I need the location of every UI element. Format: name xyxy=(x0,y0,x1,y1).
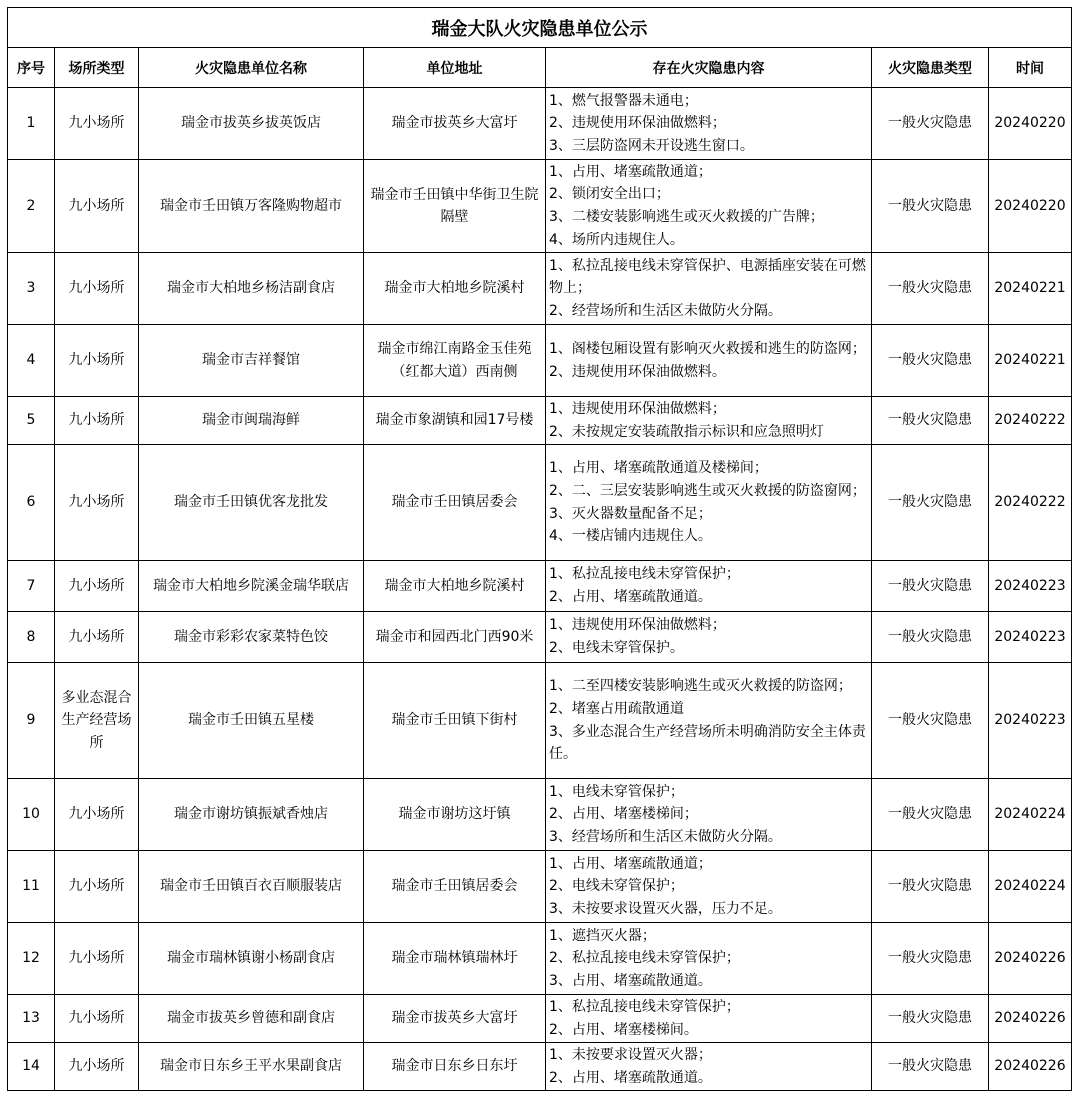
venue-type: 九小场所 xyxy=(55,88,139,160)
row-number: 13 xyxy=(8,995,55,1043)
hazard-content xyxy=(546,160,872,253)
table-row xyxy=(8,397,1072,445)
inspection-date: 20240223 xyxy=(989,612,1072,663)
inspection-date: 20240222 xyxy=(989,445,1072,561)
hazard-item: 1、私拉乱接电线未穿管保护； xyxy=(549,998,740,1015)
table-row xyxy=(8,1043,1072,1091)
table-row xyxy=(8,779,1072,851)
unit-name: 瑞金市大柏地乡杨洁副食店 xyxy=(139,253,364,325)
header-hazard-type: 火灾隐患类型 xyxy=(872,48,989,88)
hazard-type: 一般火灾隐患 xyxy=(872,1043,989,1091)
hazard-item: 1、私拉乱接电线未穿管保护； xyxy=(549,566,740,583)
table-row xyxy=(8,561,1072,612)
table-row xyxy=(8,160,1072,253)
venue-type: 九小场所 xyxy=(55,1043,139,1091)
hazard-item: 2、占用、堵塞疏散通道。 xyxy=(549,1069,712,1086)
hazard-item: 1、二至四楼安装影响逃生或灭火救援的防盗网； xyxy=(549,678,852,695)
inspection-date: 20240220 xyxy=(989,88,1072,160)
unit-name: 瑞金市吉祥餐馆 xyxy=(139,325,364,397)
row-number: 4 xyxy=(8,325,55,397)
table-row xyxy=(8,325,1072,397)
header-address: 单位地址 xyxy=(364,48,546,88)
hazard-item: 1、私拉乱接电线未穿管保护、电源插座安装在可燃物上； xyxy=(549,257,866,297)
header-unit-name: 火灾隐患单位名称 xyxy=(139,48,364,88)
venue-type: 多业态混合生产经营场所 xyxy=(55,663,139,779)
hazard-item: 2、电线未穿管保护。 xyxy=(549,640,684,656)
row-number: 6 xyxy=(8,445,55,561)
table-row xyxy=(8,445,1072,561)
inspection-date: 20240221 xyxy=(989,325,1072,397)
unit-name: 瑞金市拔英乡拔英饭店 xyxy=(139,88,364,160)
hazard-type: 一般火灾隐患 xyxy=(872,253,989,325)
inspection-date: 20240226 xyxy=(989,923,1072,995)
hazard-item: 1、燃气报警器未通电； xyxy=(549,92,698,109)
hazard-type: 一般火灾隐患 xyxy=(872,160,989,253)
hazard-type: 一般火灾隐患 xyxy=(872,397,989,445)
unit-address: 瑞金市和园西北门西90米 xyxy=(364,612,546,663)
row-number: 5 xyxy=(8,397,55,445)
hazard-item: 3、占用、堵塞疏散通道。 xyxy=(549,972,712,989)
unit-name: 瑞金市拔英乡曾德和副食店 xyxy=(139,995,364,1043)
hazard-item: 1、阁楼包厢设置有影响灭火救援和逃生的防盗网； xyxy=(549,340,866,357)
hazard-item: 2、经营场所和生活区未做防火分隔。 xyxy=(549,302,782,319)
hazard-item: 2、堵塞占用疏散通道 xyxy=(549,700,684,717)
hazard-item: 1、占用、堵塞疏散通道； xyxy=(549,163,712,180)
unit-address: 瑞金市壬田镇下街村 xyxy=(364,663,546,779)
hazard-content xyxy=(546,88,872,160)
hazard-item: 1、遮挡灭火器； xyxy=(549,927,656,944)
hazard-item: 1、违规使用环保油做燃料； xyxy=(549,617,726,634)
unit-address: 瑞金市大柏地乡院溪村 xyxy=(364,561,546,612)
unit-address: 瑞金市壬田镇居委会 xyxy=(364,851,546,923)
hazard-content xyxy=(546,253,872,325)
table-row xyxy=(8,612,1072,663)
hazard-item: 1、违规使用环保油做燃料； xyxy=(549,400,726,417)
row-number: 2 xyxy=(8,160,55,253)
header-venue-type: 场所类型 xyxy=(55,48,139,88)
hazard-item: 3、经营场所和生活区未做防火分隔。 xyxy=(549,828,782,845)
hazard-item: 1、未按要求设置灭火器； xyxy=(549,1046,712,1063)
unit-name: 瑞金市谢坊镇振斌香烛店 xyxy=(139,779,364,851)
unit-name: 瑞金市闽瑞海鲜 xyxy=(139,397,364,445)
hazard-item: 1、占用、堵塞疏散通道及楼梯间； xyxy=(549,460,768,477)
inspection-date: 20240221 xyxy=(989,253,1072,325)
row-number: 1 xyxy=(8,88,55,160)
venue-type: 九小场所 xyxy=(55,923,139,995)
venue-type: 九小场所 xyxy=(55,779,139,851)
inspection-date: 20240223 xyxy=(989,561,1072,612)
venue-type: 九小场所 xyxy=(55,561,139,612)
row-number: 14 xyxy=(8,1043,55,1091)
table-row xyxy=(8,88,1072,160)
row-number: 12 xyxy=(8,923,55,995)
venue-type: 九小场所 xyxy=(55,253,139,325)
header-hazard-content: 存在火灾隐患内容 xyxy=(546,48,872,88)
unit-address: 瑞金市瑞林镇瑞林圩 xyxy=(364,923,546,995)
hazard-item: 2、违规使用环保油做燃料。 xyxy=(549,363,726,380)
unit-address: 瑞金市象湖镇和园17号楼 xyxy=(364,397,546,445)
hazard-content xyxy=(546,779,872,851)
row-number: 3 xyxy=(8,253,55,325)
hazard-item: 3、三层防盗网未开设逃生窗口。 xyxy=(549,137,754,154)
hazard-type: 一般火灾隐患 xyxy=(872,995,989,1043)
header-no: 序号 xyxy=(8,48,55,88)
header-row xyxy=(8,48,1072,88)
hazard-item: 2、未按规定安装疏散指示标识和应急照明灯 xyxy=(549,423,824,440)
hazard-content xyxy=(546,397,872,445)
hazard-item: 2、私拉乱接电线未穿管保护； xyxy=(549,950,740,967)
header-date: 时间 xyxy=(989,48,1072,88)
unit-address: 瑞金市拔英乡大富圩 xyxy=(364,995,546,1043)
hazard-type: 一般火灾隐患 xyxy=(872,325,989,397)
hazard-item: 1、电线未穿管保护； xyxy=(549,783,684,800)
hazard-type: 一般火灾隐患 xyxy=(872,445,989,561)
inspection-date: 20240226 xyxy=(989,1043,1072,1091)
table-title: 瑞金大队火灾隐患单位公示 xyxy=(8,8,1072,48)
hazard-item: 3、二楼安装影响逃生或灭火救援的广告牌； xyxy=(549,209,824,225)
hazard-content xyxy=(546,1043,872,1091)
unit-name: 瑞金市瑞林镇谢小杨副食店 xyxy=(139,923,364,995)
venue-type: 九小场所 xyxy=(55,397,139,445)
row-number: 9 xyxy=(8,663,55,779)
hazard-item: 3、未按要求设置灭火器，压力不足。 xyxy=(549,900,782,917)
row-number: 10 xyxy=(8,779,55,851)
hazard-type: 一般火灾隐患 xyxy=(872,612,989,663)
hazard-type: 一般火灾隐患 xyxy=(872,663,989,779)
unit-address: 瑞金市大柏地乡院溪村 xyxy=(364,253,546,325)
inspection-date: 20240220 xyxy=(989,160,1072,253)
row-number: 7 xyxy=(8,561,55,612)
hazard-notice-table xyxy=(7,7,1072,1091)
hazard-item: 2、占用、堵塞楼梯间。 xyxy=(549,1021,698,1038)
hazard-type: 一般火灾隐患 xyxy=(872,88,989,160)
row-number: 11 xyxy=(8,851,55,923)
unit-address: 瑞金市谢坊这圩镇 xyxy=(364,779,546,851)
hazard-item: 2、占用、堵塞楼梯间； xyxy=(549,806,698,823)
hazard-item: 4、一楼店铺内违规住人。 xyxy=(549,528,712,545)
hazard-item: 2、电线未穿管保护； xyxy=(549,878,684,895)
unit-name: 瑞金市壬田镇优客龙批发 xyxy=(139,445,364,561)
table-row xyxy=(8,923,1072,995)
table-row xyxy=(8,663,1072,779)
hazard-item: 1、占用、堵塞疏散通道； xyxy=(549,855,712,872)
venue-type: 九小场所 xyxy=(55,445,139,561)
unit-address: 瑞金市绵江南路金玉佳苑（红都大道）西南侧 xyxy=(364,325,546,397)
inspection-date: 20240223 xyxy=(989,663,1072,779)
hazard-item: 4、场所内违规住人。 xyxy=(549,231,684,248)
hazard-item: 2、违规使用环保油做燃料； xyxy=(549,115,726,132)
hazard-type: 一般火灾隐患 xyxy=(872,779,989,851)
hazard-content xyxy=(546,923,872,995)
venue-type: 九小场所 xyxy=(55,851,139,923)
unit-address: 瑞金市日东乡日东圩 xyxy=(364,1043,546,1091)
hazard-content xyxy=(546,445,872,561)
hazard-item: 2、二、三层安装影响逃生或灭火救援的防盗窗网； xyxy=(549,482,866,499)
venue-type: 九小场所 xyxy=(55,995,139,1043)
hazard-item: 3、多业态混合生产经营场所未明确消防安全主体责任。 xyxy=(549,723,866,763)
hazard-type: 一般火灾隐患 xyxy=(872,923,989,995)
hazard-content xyxy=(546,612,872,663)
unit-name: 瑞金市彩彩农家菜特色饺 xyxy=(139,612,364,663)
hazard-item: 3、灭火器数量配备不足； xyxy=(549,505,712,522)
hazard-item: 2、占用、堵塞疏散通道。 xyxy=(549,589,712,605)
table-row xyxy=(8,253,1072,325)
unit-address: 瑞金市壬田镇居委会 xyxy=(364,445,546,561)
unit-name: 瑞金市壬田镇万客隆购物超市 xyxy=(139,160,364,253)
venue-type: 九小场所 xyxy=(55,325,139,397)
hazard-type: 一般火灾隐患 xyxy=(872,561,989,612)
hazard-type: 一般火灾隐患 xyxy=(872,851,989,923)
venue-type: 九小场所 xyxy=(55,612,139,663)
hazard-content xyxy=(546,561,872,612)
venue-type: 九小场所 xyxy=(55,160,139,253)
inspection-date: 20240224 xyxy=(989,779,1072,851)
unit-name: 瑞金市壬田镇百衣百顺服装店 xyxy=(139,851,364,923)
unit-name: 瑞金市壬田镇五星楼 xyxy=(139,663,364,779)
inspection-date: 20240226 xyxy=(989,995,1072,1043)
hazard-content xyxy=(546,663,872,779)
hazard-content xyxy=(546,325,872,397)
table-row xyxy=(8,851,1072,923)
hazard-content xyxy=(546,851,872,923)
inspection-date: 20240224 xyxy=(989,851,1072,923)
unit-name: 瑞金市大柏地乡院溪金瑞华联店 xyxy=(139,561,364,612)
unit-address: 瑞金市壬田镇中华街卫生院隔壁 xyxy=(364,160,546,253)
unit-name: 瑞金市日东乡王平水果副食店 xyxy=(139,1043,364,1091)
inspection-date: 20240222 xyxy=(989,397,1072,445)
hazard-item: 2、锁闭安全出口； xyxy=(549,186,670,203)
hazard-content xyxy=(546,995,872,1043)
unit-address: 瑞金市拔英乡大富圩 xyxy=(364,88,546,160)
row-number: 8 xyxy=(8,612,55,663)
table-row xyxy=(8,995,1072,1043)
